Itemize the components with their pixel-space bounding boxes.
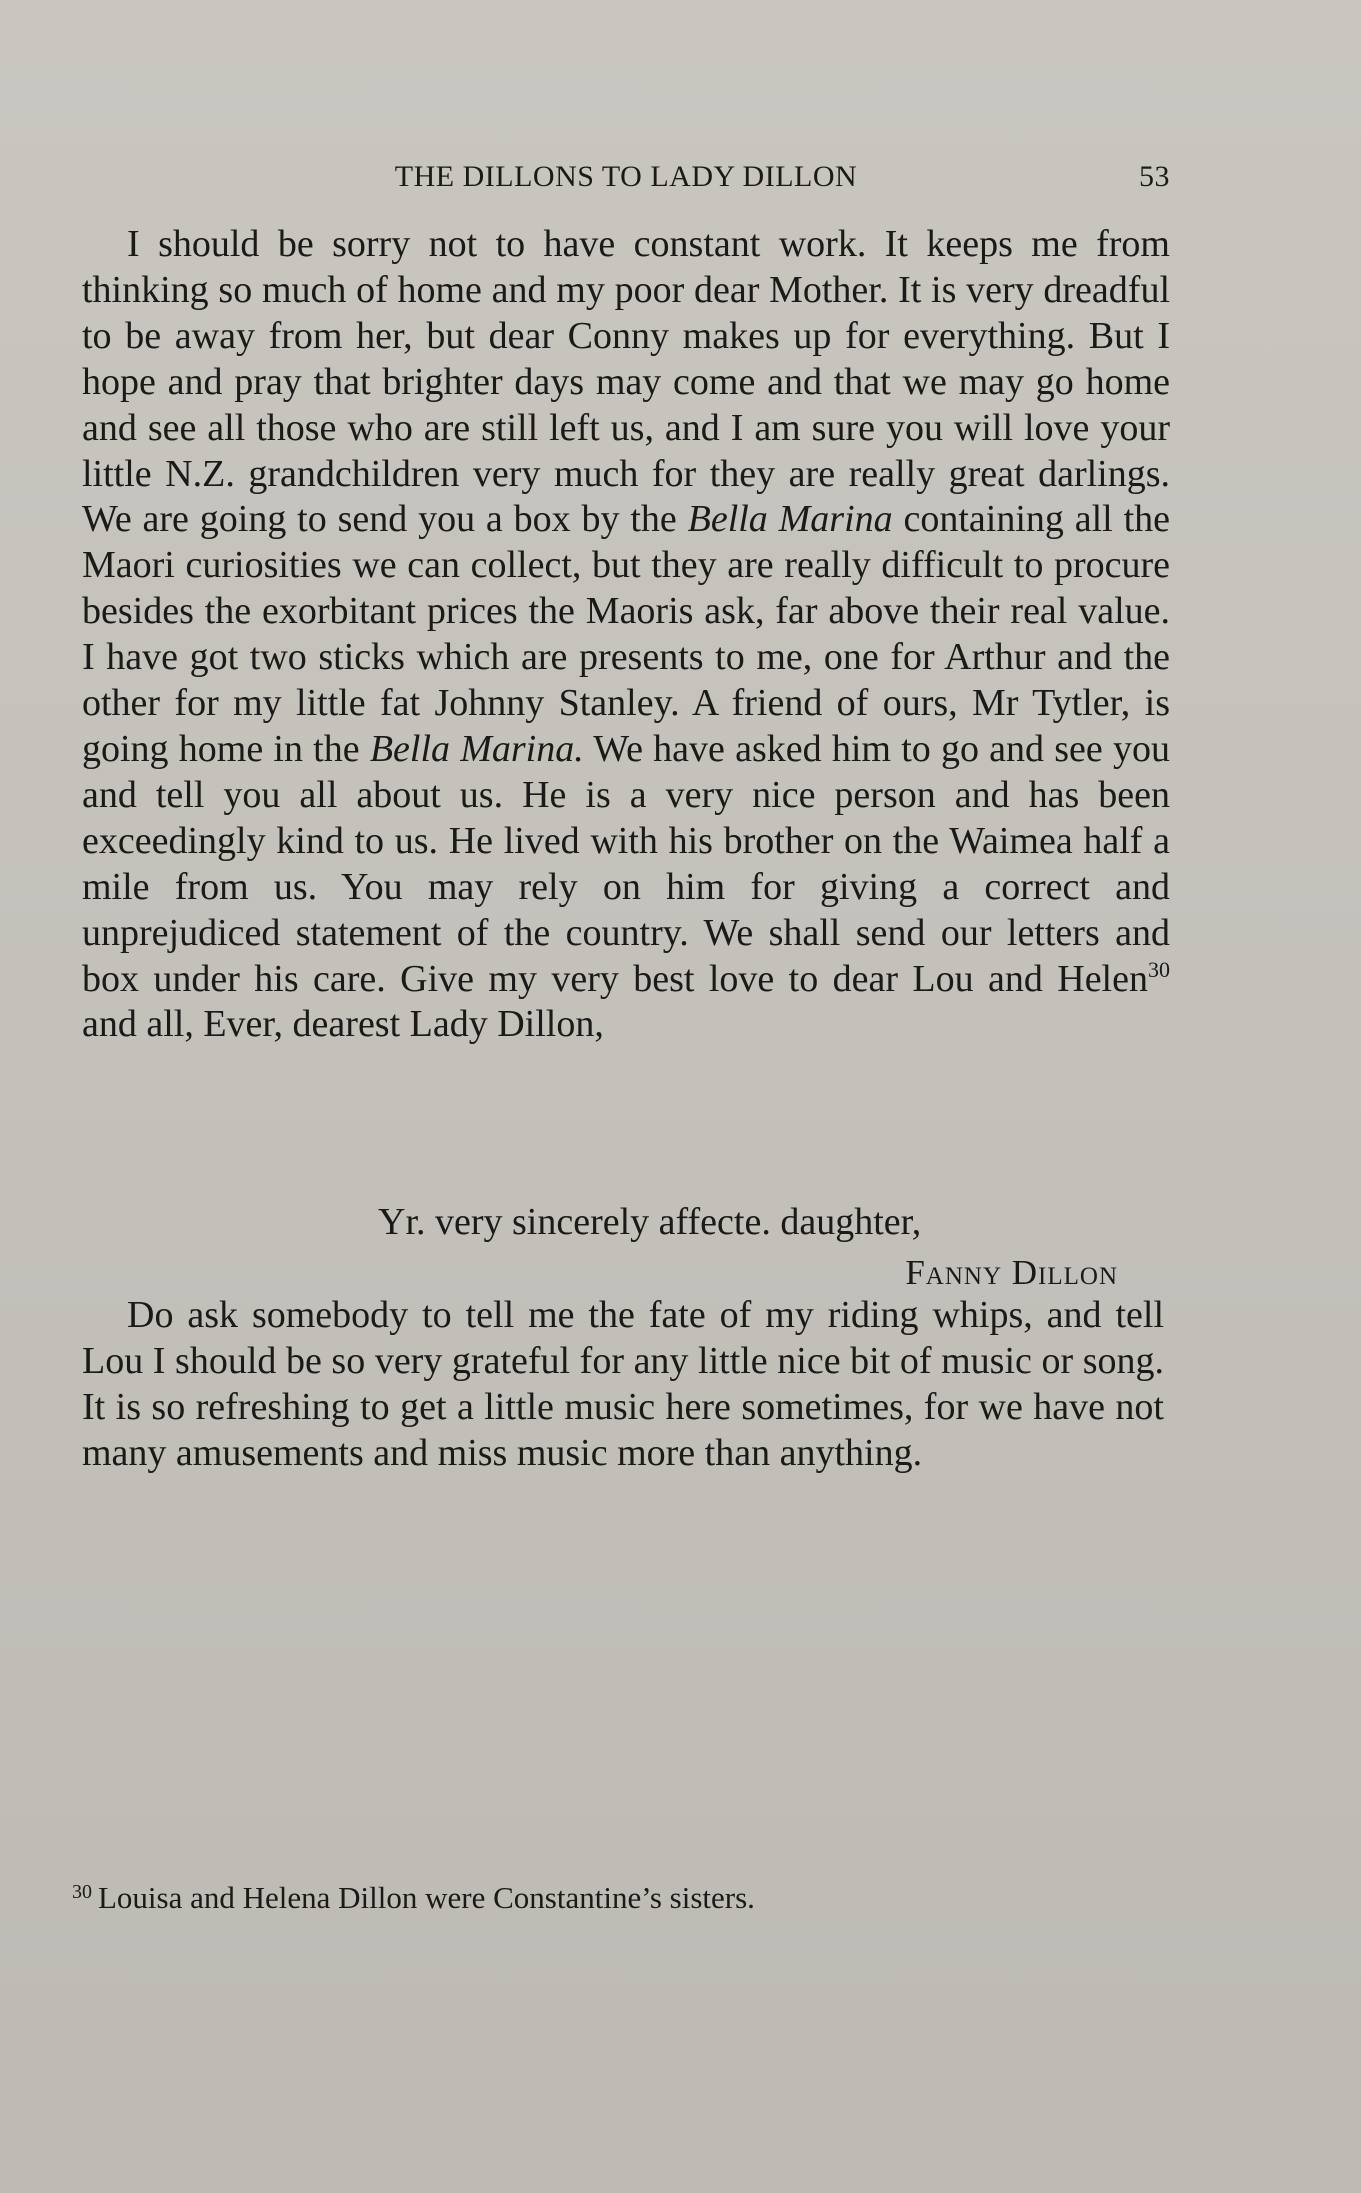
- footnote-reference: 30: [1148, 956, 1170, 982]
- letter-closing: Yr. very sincerely affecte. daughter,: [378, 1201, 922, 1243]
- footnote-text: Louisa and Helena Dillon were Constantine’s sisters.: [98, 1880, 755, 1915]
- ship-name: Bella Marina.: [369, 727, 584, 770]
- page-number: 53: [1139, 160, 1170, 193]
- letter-text-part-3: We have asked him to go and see you and tell you all about us. He is a very nice person and has been exceedingly kind to us. He lived with his brother on the Waimea half a mile from us. You may rely on him for giving a correct and unprejudiced statement of the country. We shall send our letters and box under his care. Give my very best love to dear Lou and Helen: [82, 727, 1170, 1000]
- letter-text-part-4: and all, Ever, dearest Lady Dillon,: [82, 1003, 604, 1046]
- letter-text-part-1: I should be sorry not to have constant work. It keeps me from thinking so much of home and my poor dear Mother. It is very dreadful to be away from her, but dear Conny makes up for everything. But I hope and pray that brighter days may come and that we may go home and see all those who are still left us, and I am sure you will love your little N.Z. grandchildren very much for they are really great darlings. We are going to send you a box by the: [82, 223, 1170, 541]
- postscript: [82, 1293, 1164, 1477]
- letter-text-part-2: containing all the Maori curiosities we can collect, but they are really difficult to procure besides the exorbitant prices the Maoris ask, far above their real value. I have got two sticks which are presents to me, one for Arthur and the other for my little fat Johnny Stanley. A friend of ours, Mr Tytler, is going home in the: [82, 498, 1171, 770]
- letter-signature: Fanny Dillon: [905, 1253, 1118, 1292]
- running-head: [82, 160, 1170, 200]
- letter-paragraph: [82, 222, 1170, 1048]
- ship-name: Bella Marina: [687, 498, 893, 541]
- letter-body: [82, 222, 1170, 1048]
- postscript-paragraph: Do ask somebody to tell me the fate of my riding whips, and tell Lou I should be so very grateful for any little nice bit of music or song. It is so refreshing to get a little music here sometimes, for we have not many amusements and miss music more than anything.: [82, 1294, 1164, 1474]
- running-head-title: THE DILLONS TO LADY DILLON: [394, 160, 858, 193]
- footnote: [72, 1880, 1162, 1916]
- footnote-number: 30: [72, 1881, 92, 1903]
